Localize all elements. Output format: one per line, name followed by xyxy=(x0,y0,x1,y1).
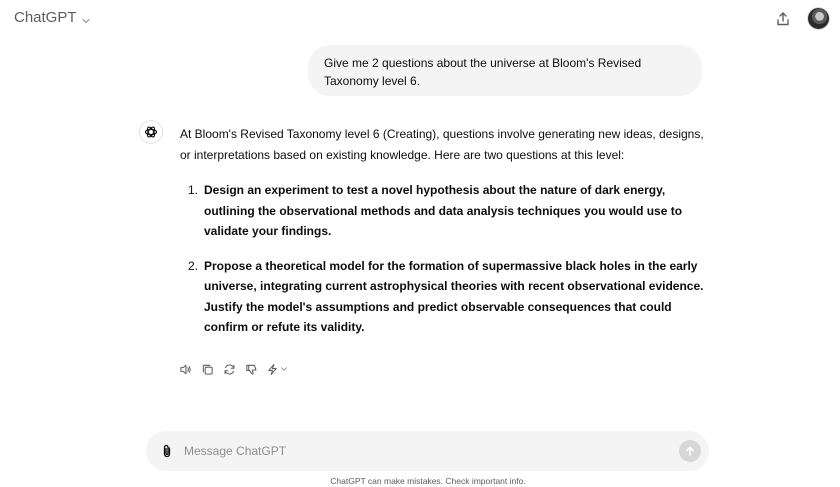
message-input[interactable] xyxy=(184,440,664,462)
share-icon xyxy=(775,11,791,27)
list-number: 2. xyxy=(188,258,199,273)
chatgpt-logo-icon xyxy=(139,120,163,144)
user-message xyxy=(308,45,702,96)
app-title: ChatGPT xyxy=(14,9,77,26)
user-message-text: Give me 2 questions about the universe at Bloom's Revised Taxonomy level 6. xyxy=(324,56,642,88)
model-switch-button[interactable] xyxy=(266,363,288,376)
chevron-down-icon xyxy=(81,13,91,23)
model-switch-icon xyxy=(266,363,279,376)
thumbs-down-icon xyxy=(245,363,258,376)
attach-button[interactable] xyxy=(158,442,176,460)
regenerate-button[interactable] xyxy=(222,362,236,376)
send-button[interactable] xyxy=(679,440,701,462)
paperclip-icon xyxy=(159,443,175,459)
assistant-intro: At Bloom's Revised Taxonomy level 6 (Creating), questions involve generating new ideas, designs, or interpretations based on existing knowledge. Here are two questions at this level: xyxy=(180,127,704,162)
assistant-message xyxy=(180,124,704,352)
disclaimer: ChatGPT can make mistakes. Check important info. xyxy=(330,476,526,486)
chevron-down-icon xyxy=(280,365,288,373)
list-item-text: Propose a theoretical model for the formation of supermassive black holes in the early universe, integrating current astrophysical theories with recent observational evidence. Justify the model's assumptions and predict observable consequences that could confirm or refute its validity. xyxy=(204,258,704,334)
message-actions xyxy=(178,362,288,376)
question-list xyxy=(180,180,704,338)
read-aloud-icon xyxy=(179,363,192,376)
composer xyxy=(146,431,709,471)
share-button[interactable] xyxy=(772,8,794,30)
list-item xyxy=(180,180,704,242)
read-aloud-button[interactable] xyxy=(178,362,192,376)
top-bar xyxy=(0,0,840,40)
copy-icon xyxy=(201,363,214,376)
arrow-up-icon xyxy=(684,445,696,457)
list-number: 1. xyxy=(188,183,199,197)
copy-button[interactable] xyxy=(200,362,214,376)
model-selector[interactable] xyxy=(14,9,91,26)
list-item xyxy=(180,256,704,338)
avatar[interactable] xyxy=(807,7,830,30)
regenerate-icon xyxy=(223,363,236,376)
thumbs-down-button[interactable] xyxy=(244,362,258,376)
list-item-text: Design an experiment to test a novel hypothesis about the nature of dark energy, outlining the observational methods and data analysis techniques you would use to validate your findings. xyxy=(204,183,683,238)
